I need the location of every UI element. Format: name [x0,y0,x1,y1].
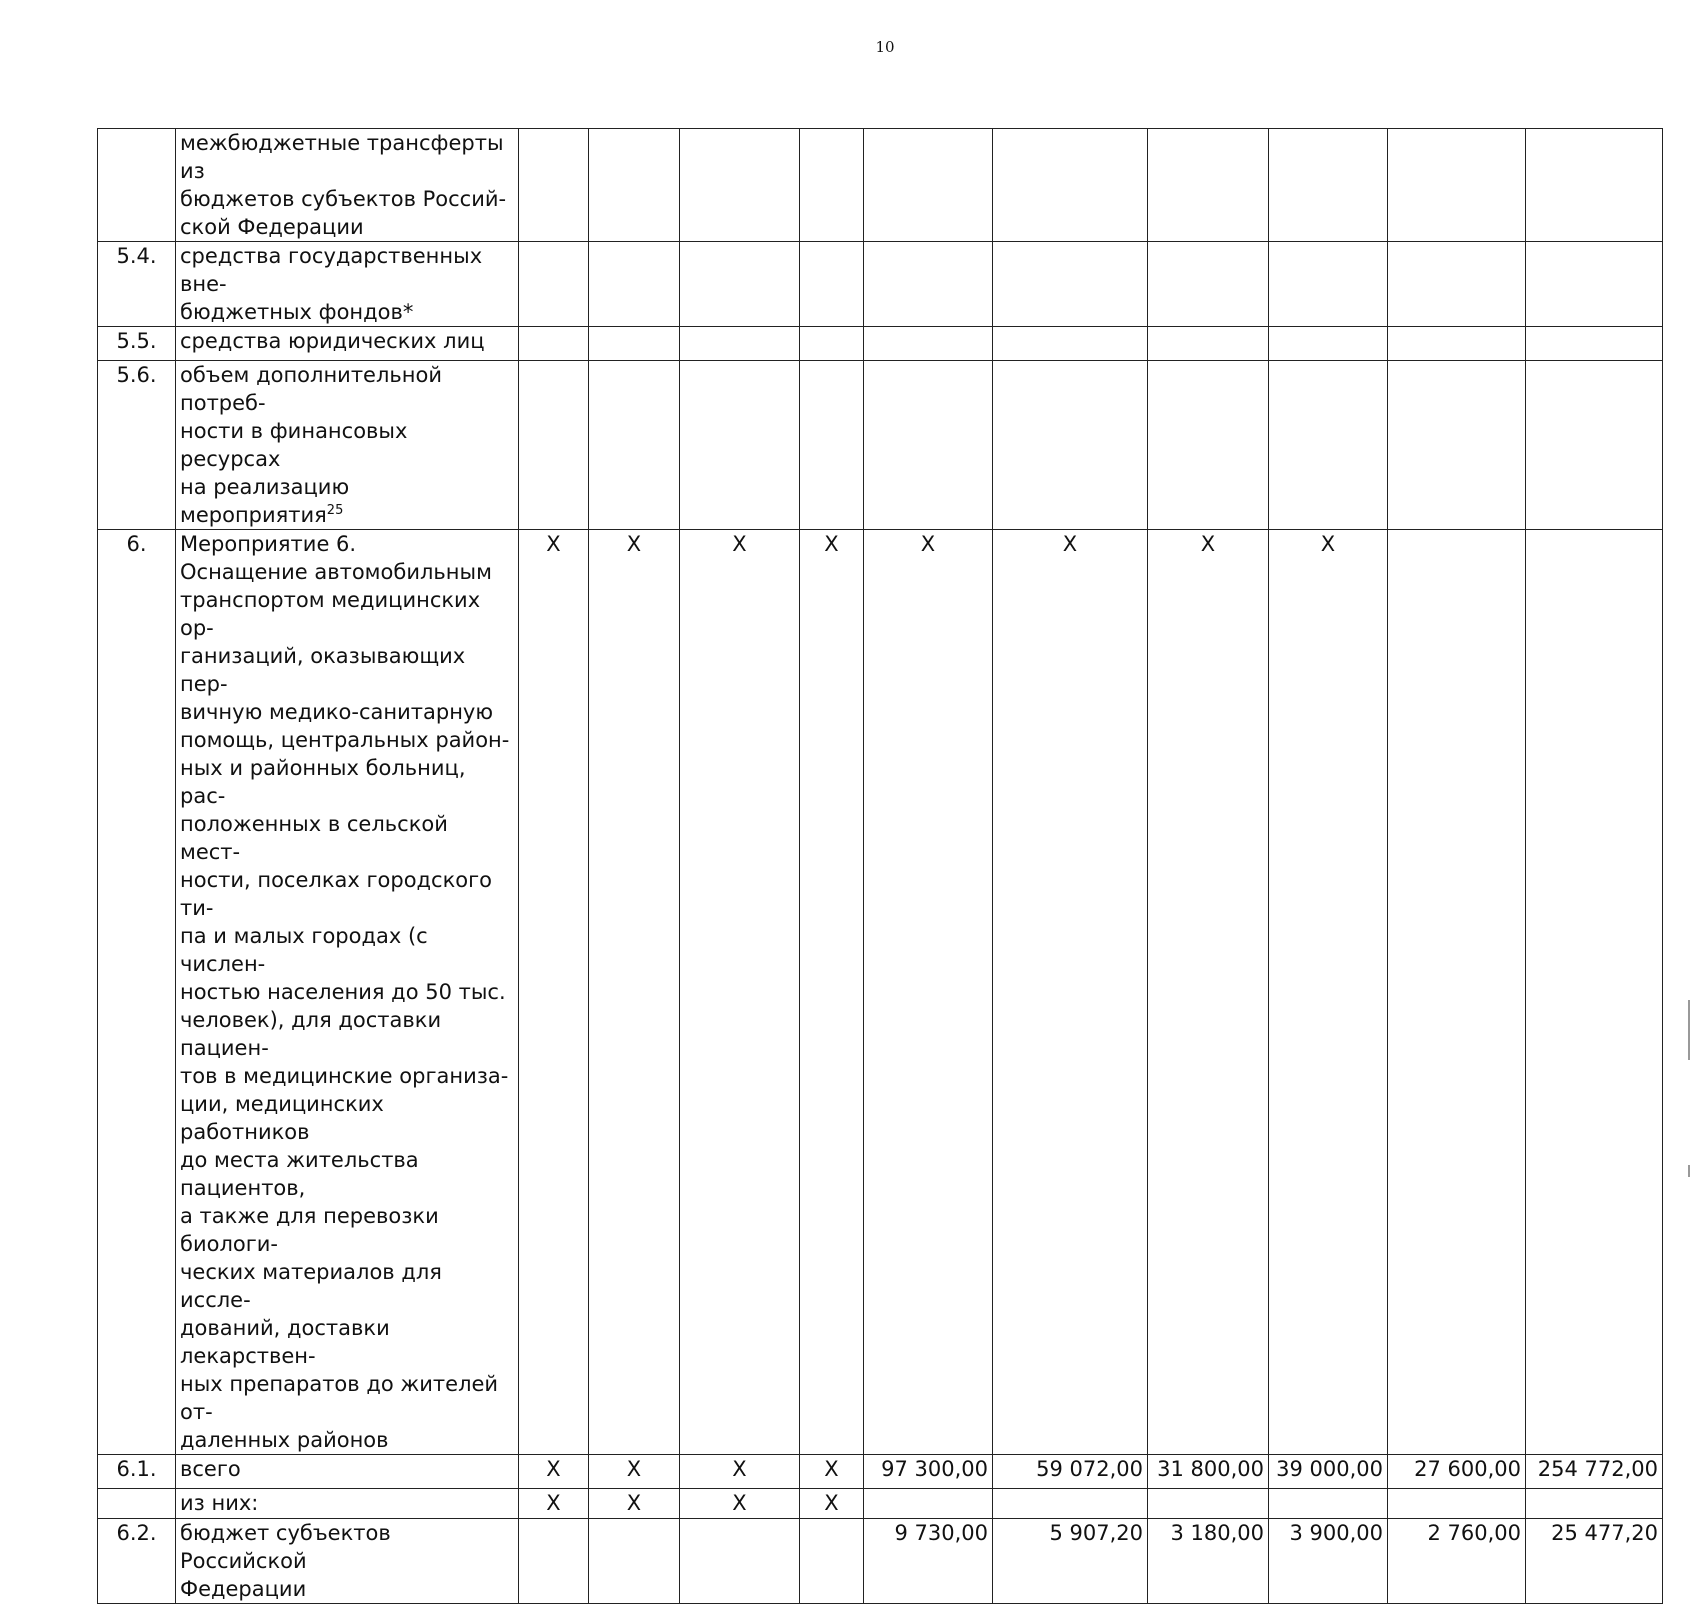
cell-value: 27 600,00 [1388,1455,1526,1489]
cell-mark: X [864,530,993,1455]
cell-mark: X [589,1455,680,1489]
row-number: 6.2. [98,1519,176,1604]
description-line: бюджетных фондов* [180,300,414,324]
row-number [98,1489,176,1519]
description-line: ции, медицинских работников [180,1092,384,1144]
description-line: межбюджетные трансферты из [180,131,504,183]
description-line: ных и районных больниц, рас- [180,756,466,808]
cell-value [589,242,680,327]
row-number: 6. [98,530,176,1455]
description-line: ности, поселках городского ти- [180,868,493,920]
description-line: транспортом медицинских ор- [180,588,481,640]
cell-value [1526,1489,1663,1519]
cell-mark: X [519,1489,589,1519]
description-line: па и малых городах (с числен- [180,924,428,976]
cell-value [1269,327,1388,361]
cell-value [519,361,589,530]
cell-mark: X [680,1489,800,1519]
description-line: ганизаций, оказывающих пер- [180,644,466,696]
cell-value [1388,129,1526,242]
cell-mark: X [993,530,1148,1455]
scan-mark [1688,1165,1690,1177]
cell-value [1526,327,1663,361]
cell-value [589,361,680,530]
cell-value [680,129,800,242]
cell-value [800,361,864,530]
cell-value [680,327,800,361]
cell-value: 97 300,00 [864,1455,993,1489]
row-description [176,129,519,242]
cell-value [1526,361,1663,530]
cell-value [519,129,589,242]
description-line: вичную медико-санитарную [180,700,494,724]
cell-value [864,361,993,530]
description-line: положенных в сельской мест- [180,812,448,864]
cell-value: 39 000,00 [1269,1455,1388,1489]
description-line: Оснащение автомобильным [180,560,492,584]
cell-value [680,242,800,327]
cell-value: 9 730,00 [864,1519,993,1604]
cell-value [1388,327,1526,361]
description-line: Мероприятие 6. [180,532,357,556]
description-line: объем дополнительной потреб- [180,363,442,415]
page-number: 10 [875,38,895,56]
cell-value [800,327,864,361]
description-line: ческих материалов для иссле- [180,1260,442,1312]
cell-value [519,242,589,327]
cell-value [800,1519,864,1604]
row-description [176,242,519,327]
row-description [176,1519,519,1604]
cell-value [1388,361,1526,530]
cell-value [1269,361,1388,530]
cell-value: 25 477,20 [1526,1519,1663,1604]
description-line: ных препаратов до жителей от- [180,1372,499,1424]
cell-value [519,327,589,361]
cell-mark: X [800,1455,864,1489]
description-line: до места жительства пациентов, [180,1148,419,1200]
cell-value: 31 800,00 [1148,1455,1269,1489]
cell-mark: X [1269,530,1388,1455]
row-number [98,129,176,242]
cell-value [1526,530,1663,1455]
cell-value [1148,129,1269,242]
cell-value [1388,242,1526,327]
budget-table [97,128,1663,1604]
cell-value [1148,361,1269,530]
table-row [98,1519,1663,1604]
cell-value [1269,1489,1388,1519]
row-number: 5.5. [98,327,176,361]
row-description [176,1489,519,1519]
description-line: средства юридических лиц [180,329,485,353]
cell-value [1148,327,1269,361]
cell-value [1388,1489,1526,1519]
cell-value [864,327,993,361]
row-description [176,361,519,530]
cell-value [1526,242,1663,327]
cell-mark: X [1148,530,1269,1455]
cell-value [1269,129,1388,242]
cell-value: 254 772,00 [1526,1455,1663,1489]
cell-value [1148,1489,1269,1519]
scan-mark [1688,1000,1690,1060]
row-number: 5.4. [98,242,176,327]
description-line: дований, доставки лекарствен- [180,1316,390,1368]
cell-value [800,242,864,327]
description-line: даленных районов [180,1428,389,1452]
cell-value: 3 180,00 [1148,1519,1269,1604]
cell-value [589,1519,680,1604]
cell-value [800,129,864,242]
footnote-marker: 25 [326,503,344,518]
table-row [98,1489,1663,1519]
cell-value [1148,242,1269,327]
cell-value [680,1519,800,1604]
cell-value [1269,242,1388,327]
cell-value: 3 900,00 [1269,1519,1388,1604]
description-line: бюджетов субъектов Россий- [180,187,507,211]
table-row [98,242,1663,327]
row-description [176,1455,519,1489]
row-number: 5.6. [98,361,176,530]
description-line: ностью населения до 50 тыс. [180,980,506,1004]
cell-value [1526,129,1663,242]
description-line: помощь, центральных район- [180,728,510,752]
cell-value [589,129,680,242]
cell-value [519,1519,589,1604]
description-line: тов в медицинские организа- [180,1064,509,1088]
cell-mark: X [680,1455,800,1489]
cell-value [864,242,993,327]
cell-mark: X [680,530,800,1455]
table-row [98,530,1663,1455]
description-line: на реализацию мероприятия$^{25}$ [180,475,350,527]
table-row [98,361,1663,530]
table-row [98,327,1663,361]
cell-mark: X [589,1489,680,1519]
cell-value [993,361,1148,530]
description-line: бюджет субъектов Российской [180,1521,391,1573]
cell-mark: X [519,530,589,1455]
cell-value [993,1489,1148,1519]
cell-mark: X [800,530,864,1455]
table-row [98,1455,1663,1489]
cell-value: 5 907,20 [993,1519,1148,1604]
cell-value [680,361,800,530]
cell-mark: X [519,1455,589,1489]
description-line: ности в финансовых ресурсах [180,419,408,471]
cell-value [993,129,1148,242]
row-description [176,327,519,361]
cell-value [589,327,680,361]
description-line: ской Федерации [180,215,364,239]
description-line: человек), для доставки пациен- [180,1008,442,1060]
cell-value: 2 760,00 [1388,1519,1526,1604]
cell-value [864,1489,993,1519]
cell-value [993,327,1148,361]
cell-value [993,242,1148,327]
row-number: 6.1. [98,1455,176,1489]
cell-mark: X [800,1489,864,1519]
row-description [176,530,519,1455]
description-line: всего [180,1457,241,1481]
cell-mark: X [589,530,680,1455]
cell-value: 59 072,00 [993,1455,1148,1489]
description-line: Федерации [180,1577,307,1601]
table-row [98,129,1663,242]
cell-value [1388,530,1526,1455]
description-line: из них: [180,1491,259,1515]
description-line: средства государственных вне- [180,244,483,296]
cell-value [864,129,993,242]
description-line: а также для перевозки биологи- [180,1204,439,1256]
